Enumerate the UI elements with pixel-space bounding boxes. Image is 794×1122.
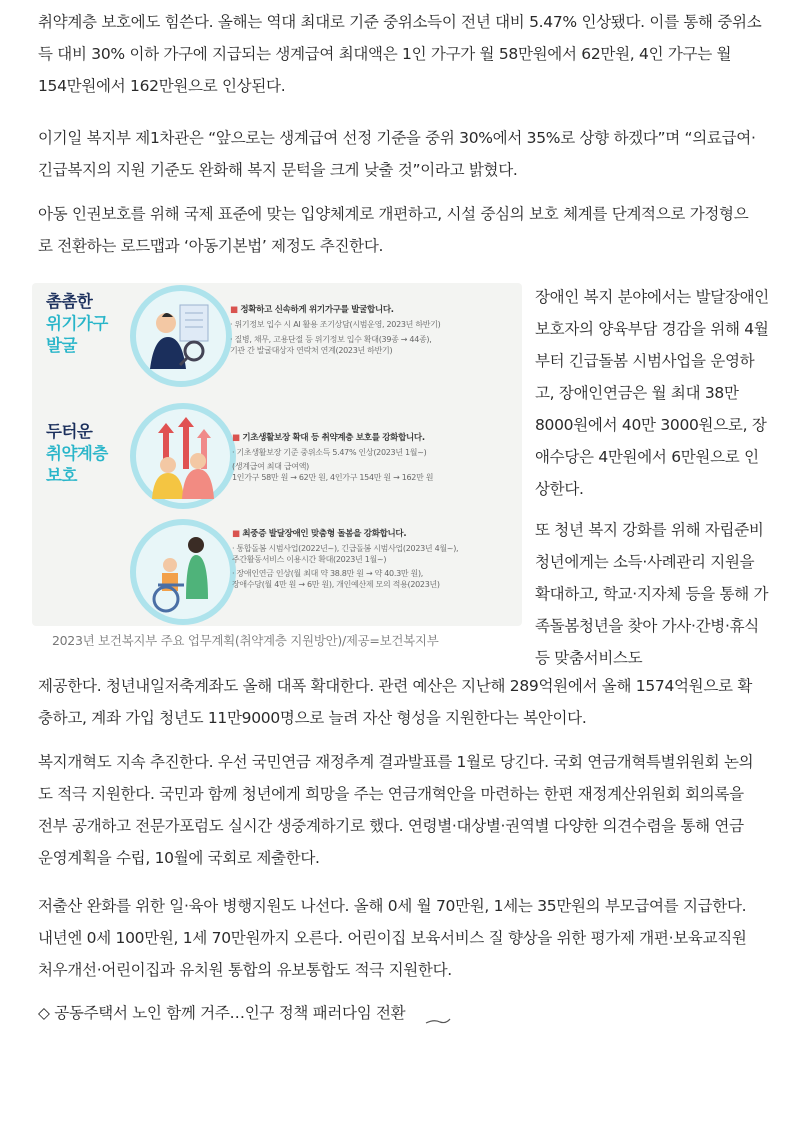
article-paragraph-5-continued: 제공한다. 청년내일저축계좌도 올해 대폭 확대한다. 관련 예산은 지난해 289억원에서 올해 1574억원으로 확충하고, 계좌 가입 청년도 11만9000명으로 늘려 자산 형성을 지원한다는 복안이다. [38,677,753,727]
red-dot-icon: ■ [230,305,241,315]
article-paragraph-3: 아동 인권보호를 위해 국제 표준에 맞는 입양체계로 개편하고, 시설 중심의 보호 체계를 단계적으로 가정형으로 전환하는 로드맵과 ‘아동기본법’ 제정도 추진한다. [38,205,749,255]
red-dot-icon: ■ [232,433,243,443]
article-paragraph-6: 복지개혁도 지속 추진한다. 우선 국민연금 재정추계 결과발표를 1월로 당긴다. 국회 연금개혁특별위원회 논의도 적극 지원한다. 국민과 함께 청년에게 희망을 주는 연금개혁안을 마련하는 한편 재정계산위원회 회의록을 전부 공개하고 전문가포럼도 실시간 생중계하기로 했다. 연령별·대상별·권역별 다양한 의견수렴을 통해 연금 운영계획을 수립, 10월에 국회로 제출한다. [38,753,754,867]
caregiver-wheelchair-icon [136,525,230,619]
figure-caption: 2023년 보건복지부 주요 업무계획(취약계층 지원방안)/제공=보건복지부 [52,633,439,648]
infographic-figure [32,283,522,626]
person-with-magnifier-icon [136,291,226,381]
article-paragraph-1: 취약계층 보호에도 힘쓴다. 올해는 역대 최대로 기준 중위소득이 전년 대비 5.47% 인상됐다. 이를 통해 중위소득 대비 30% 이하 가구에 지급되는 생계급여 최대액은 1인 가구가 월 58만원에서 62만원, 4인 가구는 월 154만원에서 162만원으로 인상된다. [38,13,762,95]
section-subheading: ◇ 공동주택서 노인 함께 거주…인구 정책 패러다임 전환 [38,1004,406,1022]
figure-section-1-illustration [130,285,232,387]
red-dot-icon: ■ [232,529,243,539]
article-paragraph-7: 저출산 완화를 위한 일·육아 병행지원도 나선다. 올해 0세 월 70만원, 1세는 35만원의 부모급여를 지급한다. 내년엔 0세 100만원, 1세 70만원까지 오른다. 어린이집 보육서비스 질 향상을 위한 평가제 개편·보육교직원 처우개선·어린이집과 유치원 통합의 유보통합도 적극 지원한다. [38,897,747,979]
figure-section-2-title: 두터운 취약계층 보호 [46,422,108,485]
figure-section-3-text: ■ 최중증 발달장애인 맞춤형 돌봄을 강화합니다. · 통합돌봄 시범사업(2022년~), 긴급돌봄 시범사업(2023년 4월~), 주간활동서비스 이용시간 확대(2023년 1월~) · 장애인연금 인상(월 최대 약 38.8만 원 → 약 40.3만 원), 장애수당(월 4만 원 → 6만 원), 개인예산제 모의 적용(2023년) [232,529,459,589]
figure-section-2-illustration [130,403,236,509]
article-paragraph-2: 이기일 복지부 제1차관은 “앞으로는 생계급여 선정 기준을 중위 30%에서 35%로 상향 하겠다”며 “의료급여·긴급복지의 지원 기준도 완화해 복지 문턱을 크게 낮출 것”이라고 밝혔다. [38,129,756,179]
figure-section-3-illustration [130,519,236,625]
figure-section-2-text: ■ 기초생활보장 확대 등 취약계층 보호를 강화합니다. · 기초생활보장 기준 중위소득 5.47% 인상(2023년 1월~) (생계급여 최대 급여액) 1인가구 58만 원 → 62만 원, 4인가구 154만 원 → 162만 원 [232,433,434,482]
figure-section-1-text: ■ 정확하고 신속하게 위기가구를 발굴합니다. · 위기정보 입수 시 AI 활용 조기상담(시범운영, 2023년 하반기) · 질병, 채무, 고용단절 등 위기정보 입수 확대(39종 → 44종), 기관 간 발굴대상자 연락처 연계(2023년 하반기) [230,305,441,355]
pen-mark-icon [424,1016,452,1026]
figure-section-1-title: 촘촘한 위기가구 발굴 [46,292,108,355]
article-paragraph-5-wrap: 또 청년 복지 강화를 위해 자립준비청년에게는 소득·사례관리 지원을 확대하고, 학교·지자체 등을 통해 가족돌봄청년을 찾아 가사·간병·휴식 등 맞춤서비스도 [535,521,769,667]
article-paragraph-4: 장애인 복지 분야에서는 발달장애인 보호자의 양육부담 경감을 위해 4월부터 긴급돌봄 시범사업을 운영하고, 장애인연금은 월 최대 38만8000원에서 40만 3000원으로, 장애수당은 4만원에서 6만원으로 인상한다. [535,288,769,498]
rising-arrows-family-icon [136,409,230,503]
